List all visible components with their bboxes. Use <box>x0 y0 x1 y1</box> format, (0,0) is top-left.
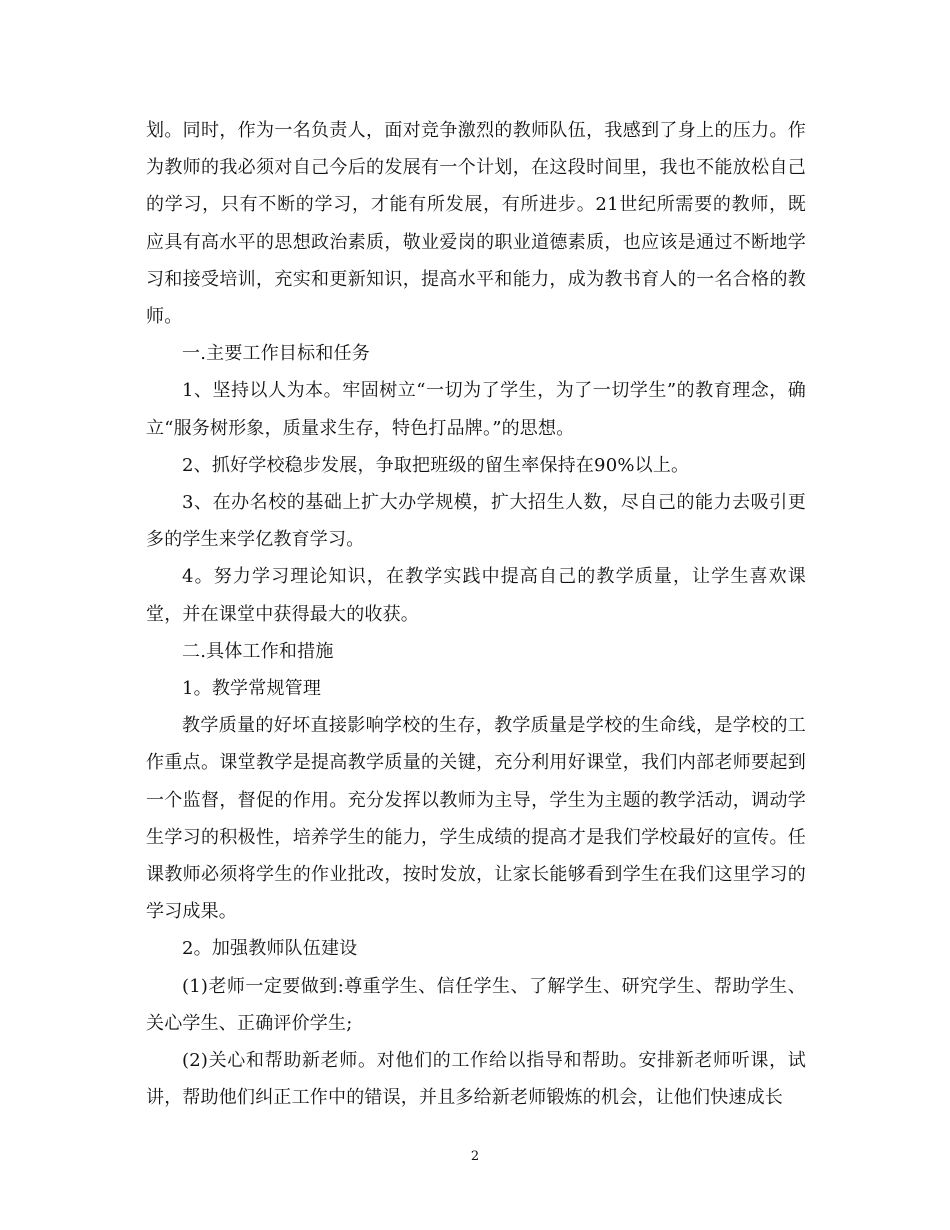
team-item-1: (1)老师一定要做到:尊重学生、信任学生、了解学生、研究学生、帮助学生、关心学生、正确评价学生; <box>146 975 806 1034</box>
subheading-teacher-team: 2。加强教师队伍建设 <box>182 938 358 960</box>
subheading-teaching-management: 1。教学常规管理 <box>182 678 322 700</box>
goal-item-4: 4。努力学习理论知识，在教学实践中提高自己的教学质量，让学生喜欢课堂，并在课堂中获得最大的收获。 <box>146 566 806 625</box>
page-number: 2 <box>470 1149 480 1164</box>
paragraph-intro-continuation: 划。同时，作为一名负责人，面对竞争激烈的教师队伍，我感到了身上的压力。作为教师的我必须对自己今后的发展有一个计划，在这段时间里，我也不能放松自己的学习，只有不断的学习，才能有所发展，有所进步。21世纪所需要的教师，既应具有高水平的思想政治素质，敬业爱岗的职业道德素质，也应该是通过不断地学习和接受培训，充实和更新知识，提高水平和能力，成为教书育人的一名合格的教师。 <box>146 120 806 328</box>
paragraph-teaching-quality: 教学质量的好坏直接影响学校的生存，教学质量是学校的生命线，是学校的工作重点。课堂教学是提高教学质量的关键，充分利用好课堂，我们内部老师要起到一个监督，督促的作用。充分发挥以教师为主导，学生为主题的教学活动，调动学生学习的积极性，培养学生的能力，学生成绩的提高才是我们学校最好的宣传。任课教师必须将学生的作业批改，按时发放，让家长能够看到学生在我们这里学习的学习成果。 <box>146 715 806 923</box>
section-heading-measures: 二.具体工作和措施 <box>182 640 334 662</box>
section-heading-goals: 一.主要工作目标和任务 <box>182 343 370 365</box>
team-item-2: (2)关心和帮助新老师。对他们的工作给以指导和帮助。安排新老师听课，试讲，帮助他们纠正工作中的错误，并且多给新老师锻炼的机会，让他们快速成长 <box>146 1050 806 1109</box>
goal-item-3: 3、在办名校的基础上扩大办学规模，扩大招生人数，尽自己的能力去吸引更多的学生来学亿教育学习。 <box>146 492 806 551</box>
goal-item-1: 1、坚持以人为本。牢固树立“一切为了学生，为了一切学生”的教育理念，确立“服务树形象，质量求生存，特色打品牌。”的思想。 <box>146 380 806 439</box>
goal-item-2: 2、抓好学校稳步发展，争取把班级的留生率保持在90%以上。 <box>182 454 690 476</box>
document-body <box>146 112 806 1116</box>
